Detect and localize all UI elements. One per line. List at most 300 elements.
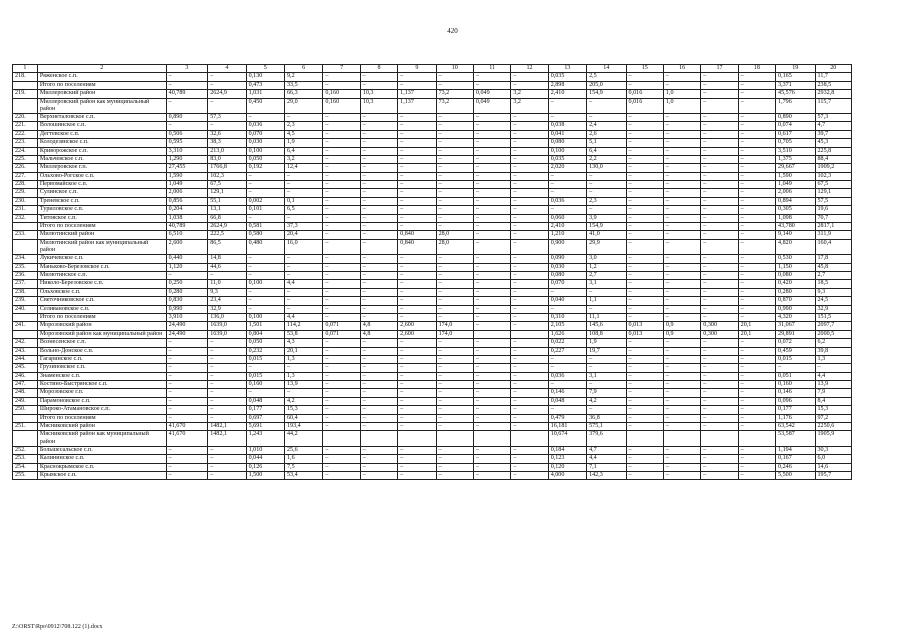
value-cell: – [663, 397, 700, 405]
value-cell: – [738, 172, 775, 180]
value-cell: – [360, 455, 397, 463]
value-cell: – [738, 463, 775, 471]
value-cell: – [398, 81, 436, 89]
value-cell: 0,100 [246, 147, 284, 155]
value-cell: – [246, 305, 284, 313]
value-cell: 4,4 [587, 455, 626, 463]
value-cell: – [398, 139, 436, 147]
value-cell: – [436, 272, 473, 280]
value-cell: – [398, 364, 436, 372]
value-cell: 70,7 [815, 214, 852, 222]
value-cell: 2250,6 [815, 423, 852, 431]
value-cell: – [663, 81, 700, 89]
table-row [13, 172, 852, 180]
value-cell: – [360, 364, 397, 372]
table-row [13, 423, 852, 431]
value-cell: – [208, 455, 246, 463]
value-cell: 32,9 [208, 305, 246, 313]
value-cell [663, 431, 700, 446]
value-cell: – [473, 463, 510, 471]
value-cell: 10,674 [548, 431, 586, 446]
value-cell: – [473, 172, 510, 180]
value-cell: – [360, 472, 397, 480]
value-cell: – [511, 139, 548, 147]
value-cell: – [473, 397, 510, 405]
value-cell: – [323, 255, 360, 263]
row-number-cell: 255. [13, 472, 38, 480]
value-cell: – [285, 172, 323, 180]
value-cell: 174,0 [436, 322, 473, 330]
value-cell: 0,9 [663, 322, 700, 330]
value-cell: 7,1 [587, 463, 626, 471]
value-cell: 2932,8 [815, 90, 852, 98]
value-cell: – [511, 322, 548, 330]
value-cell: – [208, 446, 246, 454]
value-cell: – [323, 164, 360, 172]
value-cell: – [701, 214, 738, 222]
row-number-cell: 232. [13, 214, 38, 222]
value-cell [511, 431, 548, 446]
value-cell: – [208, 122, 246, 130]
value-cell: – [323, 181, 360, 189]
value-cell: – [473, 297, 510, 305]
value-cell: 3,371 [776, 81, 815, 89]
value-cell: – [323, 414, 360, 422]
value-cell: 0,900 [548, 239, 586, 254]
header-cell: 15 [626, 65, 663, 73]
value-cell: 11,7 [815, 73, 852, 81]
value-cell: – [738, 355, 775, 363]
value-cell: 1639,0 [208, 330, 246, 338]
row-name-cell: Маньково-Березовское с.п. [37, 263, 166, 271]
value-cell: – [663, 272, 700, 280]
value-cell: 0,232 [246, 347, 284, 355]
value-cell: – [436, 364, 473, 372]
value-cell: 4,2 [285, 397, 323, 405]
value-cell: – [398, 297, 436, 305]
value-cell: 2,410 [548, 90, 586, 98]
value-cell: 0,870 [776, 297, 815, 305]
row-number-cell [13, 223, 38, 231]
value-cell: – [626, 214, 663, 222]
value-cell: – [701, 139, 738, 147]
value-cell: 4,000 [548, 472, 586, 480]
value-cell: – [701, 364, 738, 372]
value-cell: – [246, 181, 284, 189]
value-cell: – [663, 472, 700, 480]
value-cell: – [436, 73, 473, 81]
header-cell: 11 [473, 65, 510, 73]
value-cell: – [738, 255, 775, 263]
value-cell: 0,050 [246, 339, 284, 347]
value-cell: 0,165 [776, 73, 815, 81]
value-cell: 311,9 [815, 231, 852, 239]
row-number-cell [13, 239, 38, 254]
value-cell: – [166, 364, 208, 372]
value-cell: – [166, 355, 208, 363]
table-row [13, 139, 852, 147]
value-cell: – [663, 463, 700, 471]
value-cell: 1482,1 [208, 423, 246, 431]
value-cell: 1,3 [285, 355, 323, 363]
value-cell: – [436, 280, 473, 288]
row-name-cell: Мясниковский район как муниципальный район [37, 431, 166, 446]
value-cell: – [626, 355, 663, 363]
value-cell: – [738, 147, 775, 155]
value-cell: 97,2 [815, 414, 852, 422]
value-cell: 1909,2 [815, 164, 852, 172]
value-cell: – [436, 463, 473, 471]
value-cell: – [360, 446, 397, 454]
header-cell: 10 [436, 65, 473, 73]
value-cell: 12,4 [285, 164, 323, 172]
value-cell: 0,530 [776, 255, 815, 263]
value-cell: – [548, 181, 586, 189]
value-cell: 2,898 [548, 81, 586, 89]
value-cell: 1,3 [285, 372, 323, 380]
row-number-cell: 231. [13, 206, 38, 214]
table-row [13, 130, 852, 138]
value-cell: 0,177 [776, 406, 815, 414]
value-cell: – [436, 189, 473, 197]
value-cell: – [587, 113, 626, 121]
value-cell: 0,022 [548, 339, 586, 347]
value-cell: – [246, 364, 284, 372]
value-cell: – [323, 339, 360, 347]
value-cell: 0,040 [548, 297, 586, 305]
header-cell: 14 [587, 65, 626, 73]
value-cell: – [701, 81, 738, 89]
value-cell: – [511, 381, 548, 389]
value-cell: 1,049 [776, 181, 815, 189]
value-cell: 0,300 [701, 330, 738, 338]
row-name-cell: Широко-Атамановское с.п. [37, 406, 166, 414]
value-cell: – [626, 280, 663, 288]
value-cell: – [511, 189, 548, 197]
value-cell: – [436, 255, 473, 263]
value-cell: – [511, 288, 548, 296]
row-name-cell: Итого по поселениям [37, 313, 166, 321]
value-cell: 195,7 [815, 472, 852, 480]
value-cell: 0,184 [548, 446, 586, 454]
value-cell: – [738, 181, 775, 189]
value-cell: 0,096 [776, 397, 815, 405]
value-cell: 142,3 [587, 472, 626, 480]
value-cell: 379,6 [587, 431, 626, 446]
value-cell: – [398, 381, 436, 389]
table-row [13, 239, 852, 254]
value-cell: 40,789 [166, 223, 208, 231]
value-cell: – [208, 414, 246, 422]
value-cell: – [398, 313, 436, 321]
value-cell: – [436, 355, 473, 363]
value-cell: – [473, 231, 510, 239]
value-cell: – [626, 255, 663, 263]
value-cell: – [398, 172, 436, 180]
value-cell: 1,137 [398, 90, 436, 98]
value-cell: – [360, 414, 397, 422]
value-cell: 0,080 [548, 139, 586, 147]
value-cell: – [323, 446, 360, 454]
value-cell: – [663, 73, 700, 81]
value-cell: – [663, 414, 700, 422]
row-name-cell: Верхнеталовское с.п. [37, 113, 166, 121]
value-cell: – [166, 98, 208, 113]
value-cell: – [323, 73, 360, 81]
value-cell: 3,1 [587, 280, 626, 288]
value-cell [473, 330, 510, 338]
value-cell: – [511, 355, 548, 363]
value-cell: 174,0 [436, 330, 473, 338]
row-number-cell: 236. [13, 272, 38, 280]
value-cell: – [663, 446, 700, 454]
value-cell: 88,4 [815, 155, 852, 163]
value-cell: – [701, 313, 738, 321]
value-cell: – [246, 389, 284, 397]
value-cell: – [473, 280, 510, 288]
value-cell: – [626, 164, 663, 172]
value-cell: – [626, 446, 663, 454]
value-cell: – [473, 113, 510, 121]
value-cell: – [587, 206, 626, 214]
value-cell: – [511, 197, 548, 205]
value-cell: – [473, 130, 510, 138]
table-row [13, 272, 852, 280]
value-cell: – [587, 181, 626, 189]
value-cell: – [701, 223, 738, 231]
value-cell: 1,176 [776, 414, 815, 422]
value-cell: – [738, 223, 775, 231]
row-name-cell: Итого по поселениям [37, 414, 166, 422]
value-cell: 36,8 [587, 414, 626, 422]
value-cell: – [323, 463, 360, 471]
value-cell: – [436, 197, 473, 205]
row-number-cell: 238. [13, 288, 38, 296]
value-cell: – [436, 122, 473, 130]
value-cell: 2,6 [587, 130, 626, 138]
value-cell: 7,5 [285, 463, 323, 471]
value-cell: – [701, 239, 738, 254]
value-cell: – [360, 355, 397, 363]
row-name-cell: Калининское с.п. [37, 455, 166, 463]
value-cell: – [511, 472, 548, 480]
value-cell: – [626, 263, 663, 271]
table-row [13, 280, 852, 288]
value-cell: – [360, 172, 397, 180]
value-cell: – [701, 98, 738, 113]
value-cell: 1,501 [246, 322, 284, 330]
value-cell: 15,3 [285, 406, 323, 414]
value-cell: 0,080 [548, 272, 586, 280]
value-cell: 129,1 [815, 189, 852, 197]
value-cell: 45,3 [815, 139, 852, 147]
value-cell: 2,4 [587, 122, 626, 130]
header-cell: 17 [701, 65, 738, 73]
value-cell: 0,890 [776, 113, 815, 121]
value-cell: – [776, 364, 815, 372]
value-cell: – [473, 372, 510, 380]
page-number: 420 [447, 27, 458, 35]
value-cell: – [663, 347, 700, 355]
value-cell: – [360, 381, 397, 389]
value-cell: 0,126 [246, 463, 284, 471]
value-cell: 32,6 [208, 130, 246, 138]
value-cell: 20,4 [285, 231, 323, 239]
value-cell: – [398, 189, 436, 197]
row-number-cell: 246. [13, 372, 38, 380]
value-cell: – [511, 81, 548, 89]
table-row [13, 181, 852, 189]
value-cell: 0,030 [548, 263, 586, 271]
value-cell: – [663, 355, 700, 363]
value-cell: – [285, 189, 323, 197]
value-cell: 225,8 [815, 147, 852, 155]
value-cell: 0,146 [548, 389, 586, 397]
value-cell: – [323, 288, 360, 296]
value-cell: – [738, 164, 775, 172]
value-cell: – [398, 272, 436, 280]
value-cell: – [323, 455, 360, 463]
value-cell: – [436, 147, 473, 155]
value-cell: – [166, 389, 208, 397]
value-cell: 222,5 [208, 231, 246, 239]
value-cell: – [398, 130, 436, 138]
value-cell: 0,013 [626, 330, 663, 338]
value-cell: 45,576 [776, 90, 815, 98]
value-cell: – [663, 305, 700, 313]
value-cell: 0,580 [246, 231, 284, 239]
value-cell: 0,071 [323, 330, 360, 338]
value-cell: 0,100 [246, 280, 284, 288]
value-cell: – [398, 206, 436, 214]
value-cell [398, 431, 436, 446]
value-cell: 45,8 [815, 263, 852, 271]
value-cell: – [208, 381, 246, 389]
value-cell: 18,5 [815, 280, 852, 288]
value-cell: – [208, 406, 246, 414]
value-cell: – [473, 147, 510, 155]
value-cell: 0,038 [548, 122, 586, 130]
table-row [13, 322, 852, 330]
value-cell: – [323, 389, 360, 397]
value-cell: – [398, 372, 436, 380]
value-cell: – [398, 463, 436, 471]
value-cell: – [663, 255, 700, 263]
value-cell: – [246, 113, 284, 121]
value-cell: – [587, 355, 626, 363]
value-cell: – [701, 406, 738, 414]
value-cell: 5,500 [776, 472, 815, 480]
value-cell: – [663, 313, 700, 321]
value-cell: 13,9 [285, 381, 323, 389]
value-cell: – [285, 214, 323, 222]
value-cell: – [323, 239, 360, 254]
value-cell: 0,002 [246, 197, 284, 205]
value-cell: 6,4 [285, 147, 323, 155]
value-cell: – [436, 397, 473, 405]
row-number-cell: 244. [13, 355, 38, 363]
value-cell: 57,3 [208, 113, 246, 121]
row-name-cell: Морозовский район как муниципальный район [37, 330, 166, 338]
row-name-cell: Миллеровский район как муниципальный район [37, 98, 166, 113]
value-cell: 0,300 [701, 322, 738, 330]
value-cell: – [701, 280, 738, 288]
value-cell: – [511, 214, 548, 222]
value-cell: – [701, 113, 738, 121]
value-cell: – [511, 155, 548, 163]
value-cell: – [701, 463, 738, 471]
value-cell: 2000,5 [815, 330, 852, 338]
value-cell: – [663, 339, 700, 347]
value-cell: – [398, 423, 436, 431]
value-cell: – [473, 189, 510, 197]
value-cell: – [626, 81, 663, 89]
row-number-cell: 220. [13, 113, 38, 121]
value-cell: 0,048 [246, 397, 284, 405]
value-cell: – [436, 414, 473, 422]
value-cell: – [701, 255, 738, 263]
value-cell: 1,0 [663, 98, 700, 113]
value-cell: 1482,1 [208, 431, 246, 446]
row-name-cell: Морозовский район [37, 322, 166, 330]
value-cell: 0,160 [323, 98, 360, 113]
value-cell: 0,479 [548, 414, 586, 422]
value-cell: 1,098 [776, 214, 815, 222]
value-cell: – [398, 255, 436, 263]
value-cell [626, 431, 663, 446]
value-cell: – [246, 297, 284, 305]
value-cell: – [663, 455, 700, 463]
value-cell: – [738, 189, 775, 197]
table-row [13, 446, 852, 454]
value-cell: – [398, 223, 436, 231]
value-cell: – [663, 189, 700, 197]
value-cell: – [701, 164, 738, 172]
value-cell: 0,167 [776, 455, 815, 463]
header-cell: 7 [323, 65, 360, 73]
value-cell: – [436, 423, 473, 431]
value-cell: – [398, 288, 436, 296]
value-cell: 67,5 [815, 181, 852, 189]
value-cell: 0,090 [548, 255, 586, 263]
value-cell: 1,590 [166, 172, 208, 180]
value-cell: – [511, 347, 548, 355]
value-cell: 0,856 [166, 197, 208, 205]
value-cell: 19,7 [587, 347, 626, 355]
value-cell: – [473, 181, 510, 189]
value-cell: – [473, 288, 510, 296]
row-number-cell: 252. [13, 446, 38, 454]
value-cell: 4,8 [360, 330, 397, 338]
value-cell: – [360, 239, 397, 254]
value-cell: 0,044 [246, 455, 284, 463]
value-cell: 32,9 [815, 305, 852, 313]
value-cell: – [285, 364, 323, 372]
header-cell: 9 [398, 65, 436, 73]
row-name-cell: Ольховское с.п. [37, 288, 166, 296]
row-number-cell [13, 330, 38, 338]
value-cell: – [511, 280, 548, 288]
table-row [13, 122, 852, 130]
table-row [13, 197, 852, 205]
value-cell: – [323, 147, 360, 155]
value-cell: – [285, 272, 323, 280]
value-cell: – [398, 414, 436, 422]
value-cell: 0,036 [548, 197, 586, 205]
table-row [13, 113, 852, 121]
value-cell: 13,9 [815, 381, 852, 389]
value-cell: 0,830 [166, 297, 208, 305]
